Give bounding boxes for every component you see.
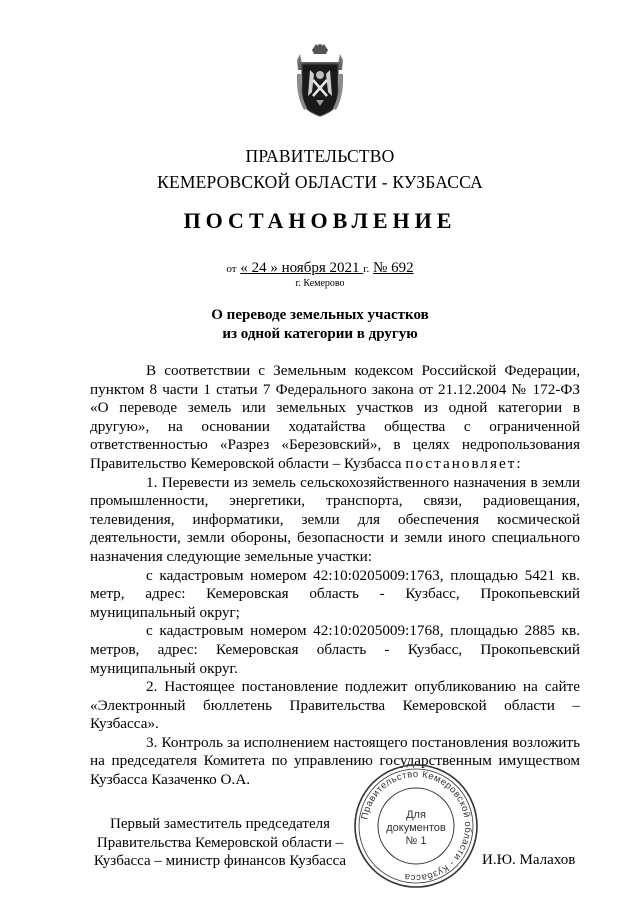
preamble-paragraph	[90, 362, 580, 474]
decree-body	[90, 362, 580, 790]
parcel-1-paragraph: с кадастровым номером 42:10:0205009:1763, площадью 5421 кв. метр, адрес: Кемеровская область - Кузбасс, Прокопьевский муниципальный округ;	[90, 566, 580, 621]
item-2-paragraph: 2. Настоящее постановление подлежит опубликованию на сайте «Электронный бюллетень Правительства Кемеровской области – Кузбасса».	[90, 678, 580, 733]
document-type-title: ПОСТАНОВЛЕНИЕ	[183, 208, 457, 233]
signatory-line1: Первый заместитель председателя	[110, 816, 330, 832]
stamp-center-line3: № 1	[405, 835, 427, 847]
date-year-suffix: г.	[363, 263, 370, 275]
place-of-issue: г. Кемерово	[295, 278, 345, 289]
date-month-year: ноября 2021	[277, 260, 364, 276]
resolves-word: постановляет:	[405, 454, 523, 472]
parcel-2-paragraph: с кадастровым номером 42:10:0205009:1768, площадью 2885 кв. метров, адрес: Кемеровская область - Кузбасс, Прокопьевский муниципальный округ.	[90, 622, 580, 677]
signatory-line2: Правительства Кемеровской области –	[96, 834, 344, 851]
stamp-center-line1: Для	[406, 809, 426, 821]
date-close-quote: »	[270, 260, 278, 276]
item-3-paragraph: 3. Контроль за исполнением настоящего постановления возложить на председателя Комитета по управлению государственным имуществом Кузбасса Казаченко О.А.	[90, 733, 580, 789]
number-sign: №	[373, 260, 388, 276]
signatory-line3: Кузбасса – министр финансов Кузбасса	[93, 853, 347, 870]
coat-of-arms-icon	[294, 40, 346, 120]
subject-line1: О переводе земельных участков	[211, 307, 429, 323]
signatory-name: И.Ю. Малахов	[482, 852, 576, 868]
preamble-text: В соответствии с Земельным кодексом Российской Федерации, пунктом 8 части 1 статьи 7 Федерального закона от 21.12.2004 № 172-ФЗ «О переводе земель или земельных участков из одной категории в другую», на основании ходатайства общества с ограниченной ответственностью «Разрез «Березовский», в целях недропользования Правительство Кемеровской области – Кузбасса	[90, 362, 580, 472]
decree-subject	[0, 306, 640, 344]
government-title-line2: КЕМЕРОВСКОЙ ОБЛАСТИ - КУЗБАССА	[157, 172, 483, 192]
decree-date-number	[0, 260, 640, 277]
stamp-center-line2: документов	[386, 822, 446, 834]
government-title-line1: ПРАВИТЕЛЬСТВО	[245, 146, 395, 166]
stamp-ring-text: Правительство Кемеровской области - Кузбасса	[359, 768, 474, 884]
official-stamp	[352, 762, 480, 890]
subject-line2: из одной категории в другую	[222, 326, 418, 342]
signatory-title	[92, 815, 348, 871]
date-prefix: от	[226, 263, 237, 275]
date-day: 24	[247, 260, 271, 276]
decree-number: 692	[387, 260, 414, 276]
item-1-paragraph: 1. Перевести из земель сельскохозяйственного назначения в земли промышленности, энергетики, транспорта, связи, радиовещания, телевидения, информатики, земли для обеспечения космической деятельности, земли обороны, безопасности и земли иного специального назначения следующие земельные участки:	[90, 473, 580, 565]
date-open-quote: «	[240, 260, 248, 276]
